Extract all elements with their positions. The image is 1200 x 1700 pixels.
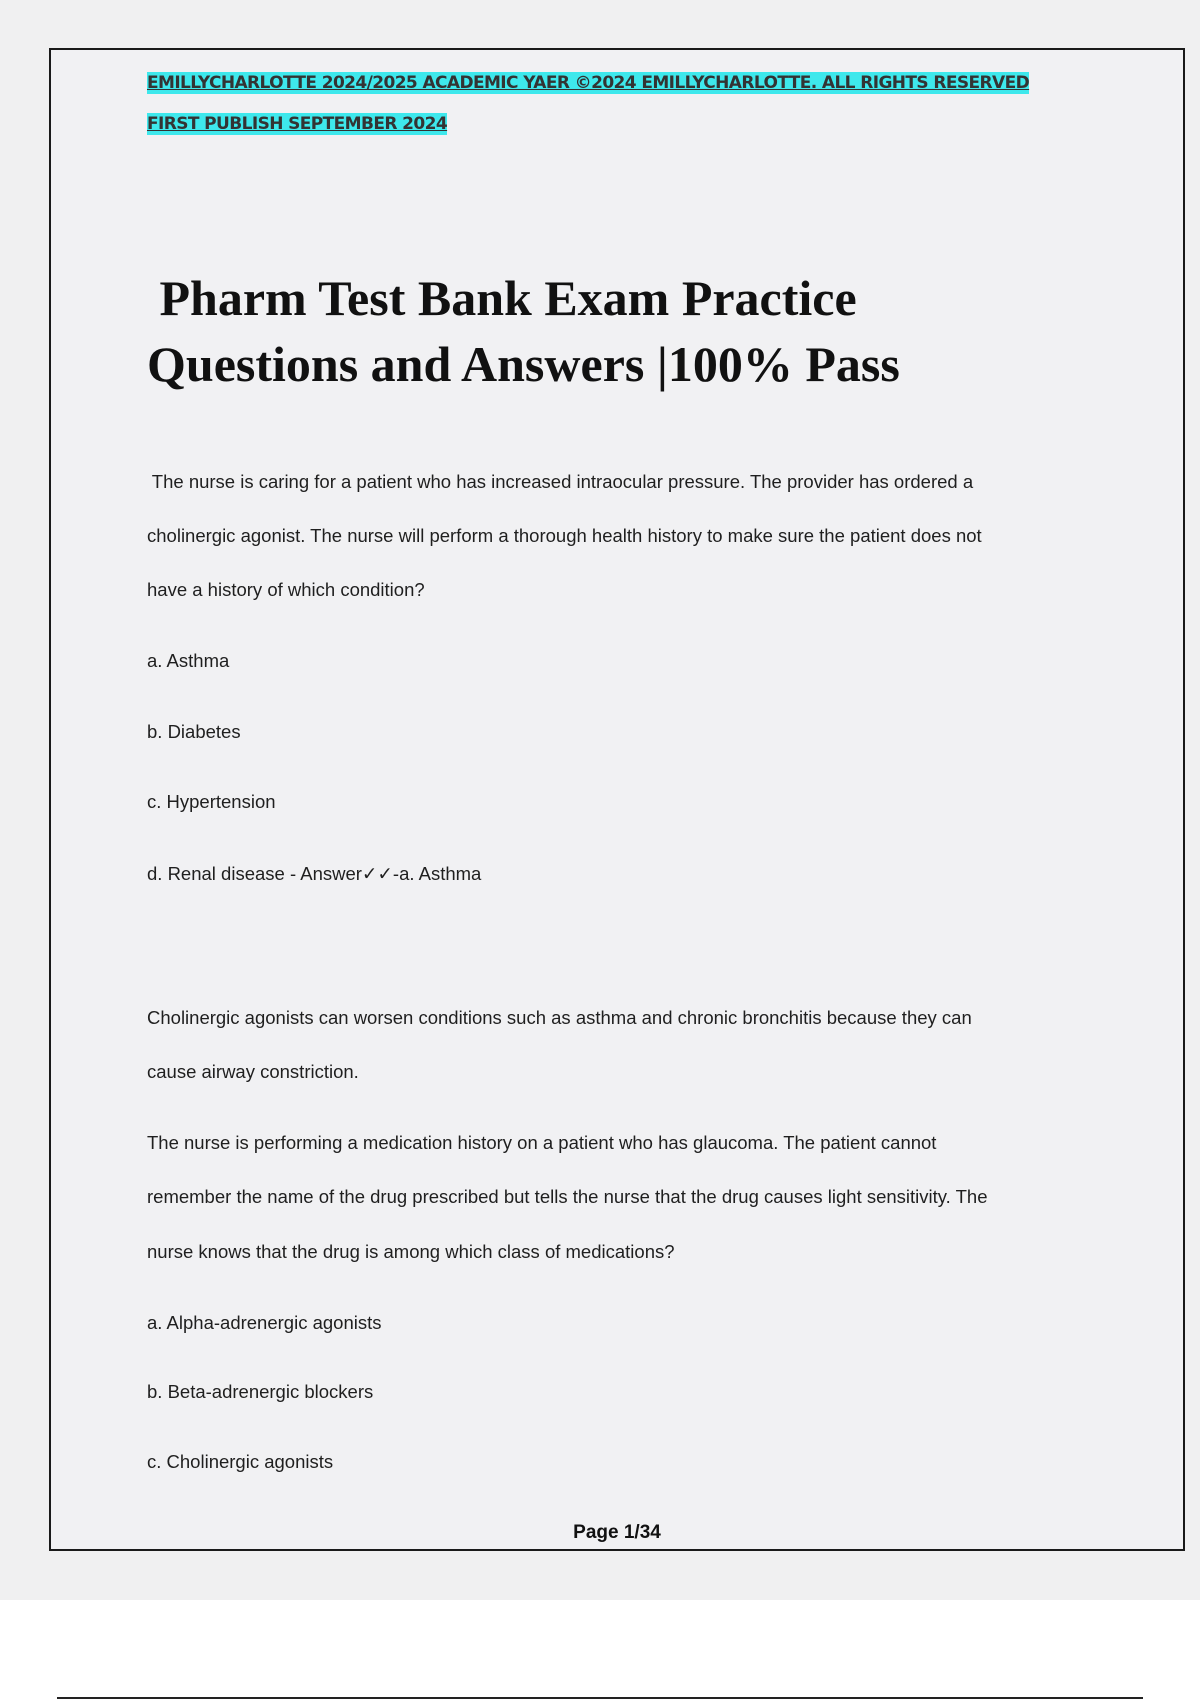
title-line-2: Questions and Answers |100% Pass [147,336,900,392]
question1-option-c: c. Hypertension [147,791,276,812]
next-page-divider [57,1697,1143,1699]
question1-stem-line3: have a history of which condition? [147,579,425,600]
question2-option-a: a. Alpha-adrenergic agonists [147,1312,382,1333]
question2-option-b: b. Beta-adrenergic blockers [147,1381,374,1402]
header-copyright-line [147,72,1029,94]
question1-option-a: a. Asthma [147,650,230,671]
header-publish-line [147,113,447,135]
question2-stem-line2: remember the name of the drug prescribed but tells the nurse that the drug causes light sensitivity. The [147,1186,988,1207]
question1-rationale-line2: cause airway constriction. [147,1061,359,1082]
question1-option-d-answer: d. Renal disease - Answer✓✓-a. Asthma [147,863,482,884]
question1-stem-line2: cholinergic agonist. The nurse will perform a thorough health history to make sure the patient does not [147,525,982,546]
header-copyright-text: EMILLYCHARLOTTE 2024/2025 ACADEMIC YAER ©2024 EMILLYCHARLOTTE. ALL RIGHTS RESERVED [147,73,1030,93]
question1-rationale-line1: Cholinergic agonists can worsen conditions such as asthma and chronic bronchitis because they can [147,1007,972,1028]
page-number: Page 1/34 [573,1522,661,1543]
question2-stem-line3: nurse knows that the drug is among which class of medications? [147,1241,675,1262]
question2-stem-line1: The nurse is performing a medication history on a patient who has glaucoma. The patient cannot [147,1132,937,1153]
document-page [49,48,1185,1551]
document-title [147,265,1107,397]
question2-option-c: c. Cholinergic agonists [147,1451,334,1472]
question1-option-b: b. Diabetes [147,721,241,742]
header-publish-text: FIRST PUBLISH SEPTEMBER 2024 [147,114,448,134]
title-line-1: Pharm Test Bank Exam Practice [147,270,857,326]
question1-stem-line1: The nurse is caring for a patient who has increased intraocular pressure. The provider has ordered a [147,471,974,492]
